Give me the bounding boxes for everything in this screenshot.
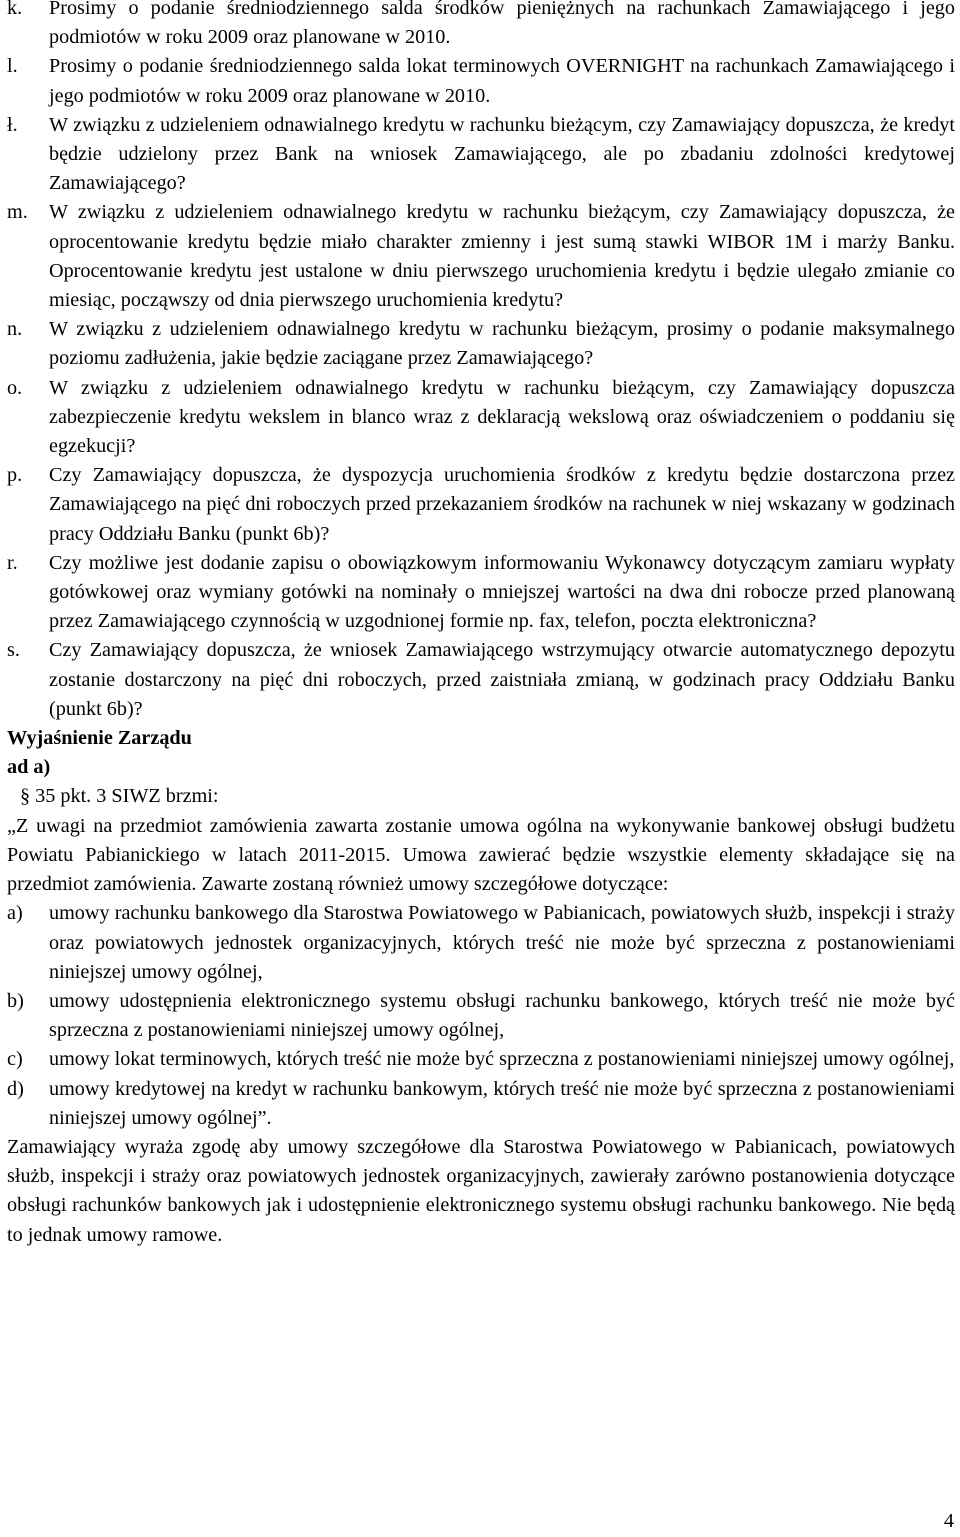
question-text: W związku z udzieleniem odnawialnego kredytu w rachunku bieżącym, czy Zamawiający dopuszcza, że kredyt będzie udzielony przez Bank na wniosek Zamawiającego, ale po zbadaniu zdolności kredytowej Zamawiającego? <box>49 113 955 195</box>
agreement-text: umowy kredytowej na kredyt w rachunku bankowym, których treść nie może być sprzeczna z postanowieniami niniejszej umowy ogólnej”. <box>49 1077 955 1129</box>
question-text: Czy możliwe jest dodanie zapisu o obowiązkowym informowaniu Wykonawcy dotyczącym zamiaru wypłaty gotówkowej oraz wymiany gotówki na nominały o mniejszej wartości na dwa dni robocze przed planowaną przez Zamawiającego czynnością w uzgodnionej formie np. fax, telefon, poczta elektroniczna? <box>49 551 955 633</box>
question-text: Prosimy o podanie średniodziennego salda środków pieniężnych na rachunkach Zamawiającego i jego podmiotów w roku 2009 oraz planowane w 2010. <box>49 0 955 49</box>
question-item <box>7 111 955 199</box>
agreement-text: umowy rachunku bankowego dla Starostwa Powiatowego w Pabianicach, powiatowych służb, inspekcji i straży oraz powiatowych jednostek organizacyjnych, których treść nie może być sprzeczna z postanowieniami niniejszej umowy ogólnej, <box>49 902 955 983</box>
question-label: o. <box>7 376 23 399</box>
document-body <box>7 0 955 1250</box>
agreement-label: a) <box>7 902 23 925</box>
section-reference-text: 35 pkt. 3 SIWZ brzmi: <box>35 785 219 808</box>
section-sign: § <box>20 785 31 808</box>
question-item <box>7 461 955 549</box>
question-text: Czy Zamawiający dopuszcza, że dyspozycja uruchomienia środków z kredytu będzie dostarczona przez Zamawiającego na pięć dni roboczych przed przekazaniem środków na rachunek w niej wskazany w godzinach pracy Oddziału Banku (punkt 6b)? <box>49 464 955 545</box>
agreement-label: d) <box>7 1077 24 1100</box>
question-label: ł. <box>7 113 18 136</box>
question-label: p. <box>7 464 23 487</box>
question-label: l. <box>7 55 18 78</box>
section-subheading: ad a) <box>7 756 51 779</box>
page-number: 4 <box>943 1510 954 1532</box>
question-item <box>7 374 955 462</box>
question-text: Czy Zamawiający dopuszcza, że wniosek Zamawiającego wstrzymujący otwarcie automatycznego depozytu zostanie dostarczony na pięć dni roboczych, przed zaistniała zmianą, w godzinach pracy Oddziału Banku (punkt 6b)? <box>49 639 955 720</box>
question-text: Prosimy o podanie średniodziennego salda lokat terminowych OVERNIGHT na rachunkach Zamawiającego i jego podmiotów w roku 2009 oraz planowane w 2010. <box>49 55 955 107</box>
agreement-text: umowy udostępnienia elektronicznego systemu obsługi rachunku bankowego, których treść nie może być sprzeczna z postanowieniami niniejszej umowy ogólnej, <box>49 989 955 1042</box>
closing-paragraph: Zamawiający wyraża zgodę aby umowy szczegółowe dla Starostwa Powiatowego w Pabianicach, powiatowych służb, inspekcji i straży oraz powiatowych jednostek organizacyjnych, zawierały zarówno postanowienia dotyczące obsługi rachunków bankowych jak i udostępnienie elektronicznego systemu obsługi rachunku bankowego. Nie będą to jednak umowy ramowe. <box>7 1135 955 1246</box>
question-item <box>7 198 955 315</box>
agreements-list <box>7 899 955 1133</box>
question-item <box>7 636 955 724</box>
agreement-text: umowy lokat terminowych, których treść nie może być sprzeczna z postanowieniami niniejszej umowy ogólnej, <box>49 1048 955 1071</box>
question-text: W związku z udzieleniem odnawialnego kredytu w rachunku bieżącym, czy Zamawiający dopuszcza zabezpieczenie kredytu wekslem in blanco wraz z deklaracją wekslową oraz oświadczeniem o poddaniu się egzekucji? <box>49 376 955 458</box>
agreement-label: c) <box>7 1048 23 1071</box>
question-item <box>7 0 955 52</box>
agreement-label: b) <box>7 989 24 1012</box>
agreement-item <box>7 1045 955 1074</box>
question-text: W związku z udzieleniem odnawialnego kredytu w rachunku bieżącym, czy Zamawiający dopuszcza, że oprocentowanie kredytu będzie miało charakter zmienny i jest sumą stawki WIBOR 1M i marży Banku. Oprocentowanie kredytu jest ustalone w dniu pierwszego uruchomienia kredytu i będzie ulegało zmianie co miesiąc, począwszy od dnia pierwszego uruchomienia kredytu? <box>49 201 955 312</box>
agreement-item <box>7 1075 955 1133</box>
question-label: m. <box>7 201 28 224</box>
question-label: s. <box>7 639 20 662</box>
agreement-item <box>7 899 955 987</box>
question-item <box>7 549 955 637</box>
question-label: n. <box>7 318 23 341</box>
question-label: r. <box>7 551 18 574</box>
question-text: W związku z udzieleniem odnawialnego kredytu w rachunku bieżącym, prosimy o podanie maksymalnego poziomu zadłużenia, jakie będzie zaciągane przez Zamawiającego? <box>49 318 955 370</box>
question-item <box>7 52 955 110</box>
question-label: k. <box>7 0 23 19</box>
questions-list <box>7 0 955 724</box>
question-item <box>7 315 955 373</box>
section-reference <box>7 782 955 811</box>
agreement-item <box>7 987 955 1045</box>
quote-intro: „Z uwagi na przedmiot zamówienia zawarta zostanie umowa ogólna na wykonywanie bankowej obsługi budżetu Powiatu Pabianickiego w latach 2011-2015. Umowa zawierać będzie wszystkie elementy składające się na przedmiot zamówienia. Zawarte zostaną również umowy szczegółowe dotyczące: <box>7 814 955 896</box>
section-heading: Wyjaśnienie Zarządu <box>7 727 192 750</box>
